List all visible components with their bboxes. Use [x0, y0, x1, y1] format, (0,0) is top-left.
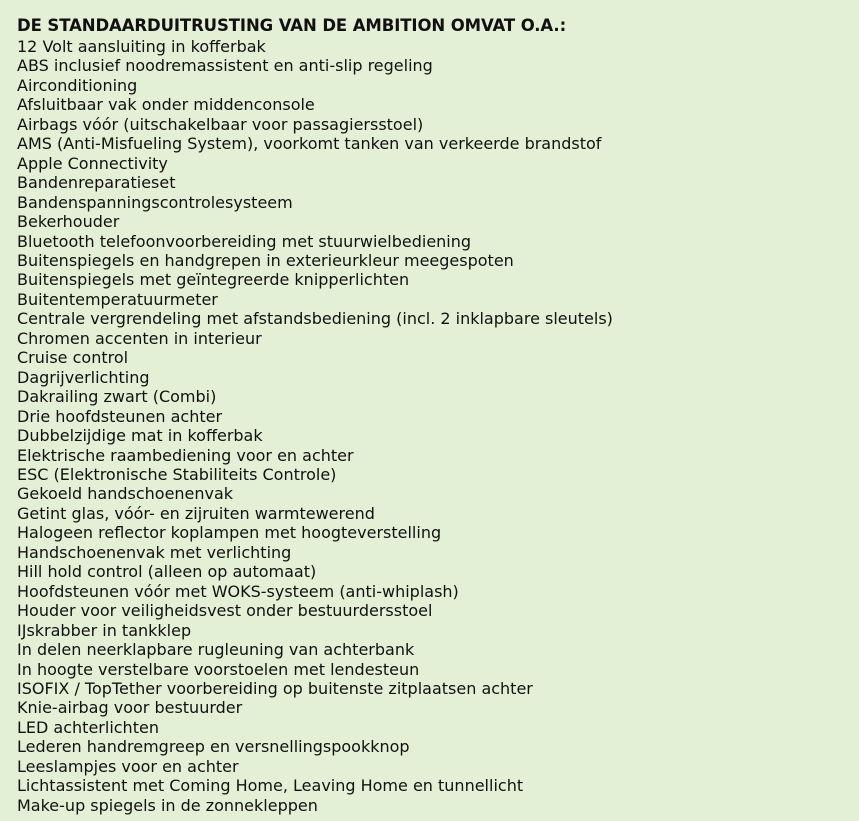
equipment-item: Houder voor veiligheidsvest onder bestuurdersstoel	[17, 601, 433, 621]
equipment-item: ISOFIX / TopTether voorbereiding op buitenste zitplaatsen achter	[17, 678, 533, 698]
equipment-item: Dakrailing zwart (Combi)	[17, 387, 217, 407]
equipment-item: Handschoenenvak met verlichting	[17, 542, 292, 562]
equipment-item: 12 Volt aansluiting in kofferbak	[17, 37, 266, 56]
equipment-item: Knie-airbag voor bestuurder	[17, 698, 243, 718]
equipment-heading: DE STANDAARDUITRUSTING VAN DE AMBITION OMVAT O.A.:	[17, 16, 567, 35]
equipment-item: In hoogte verstelbare voorstoelen met lendesteun	[17, 659, 420, 679]
equipment-item: ABS inclusief noodremassistent en anti-slip regeling	[17, 56, 433, 76]
equipment-item: Leeslampjes voor en achter	[17, 756, 239, 776]
equipment-item: Drie hoofdsteunen achter	[17, 406, 223, 426]
equipment-item: Make-up spiegels in de zonnekleppen	[17, 795, 318, 815]
equipment-item: AMS (Anti-Misfueling System), voorkomt tanken van verkeerde brandstof	[17, 134, 602, 154]
equipment-item: Halogeen reflector koplampen met hoogteverstelling	[17, 523, 442, 543]
equipment-item: IJskrabber in tankklep	[17, 620, 192, 640]
equipment-item: Buitentemperatuurmeter	[17, 289, 218, 309]
equipment-item: Lederen handremgreep en versnellingspookknop	[17, 737, 410, 757]
equipment-item: Centrale vergrendeling met afstandsbediening (incl. 2 inklapbare sleutels)	[17, 309, 613, 329]
equipment-item: Afsluitbaar vak onder middenconsole	[17, 95, 315, 115]
equipment-item: Airconditioning	[17, 75, 138, 95]
equipment-item: Bandenspanningscontrolesysteem	[17, 192, 293, 212]
equipment-item: Elektrische raambediening voor en achter	[17, 445, 354, 465]
equipment-item: LED achterlichten	[17, 717, 159, 737]
equipment-item: Getint glas, vóór- en zijruiten warmtewerend	[17, 503, 375, 523]
equipment-item: Bandenreparatieset	[17, 173, 176, 193]
equipment-item: Hoofdsteunen vóór met WOKS-systeem (anti-whiplash)	[17, 581, 459, 601]
equipment-item: Dubbelzijdige mat in kofferbak	[17, 426, 263, 446]
equipment-item: ESC (Elektronische Stabiliteits Controle)	[17, 464, 337, 484]
equipment-list	[17, 37, 859, 815]
equipment-item: Hill hold control (alleen op automaat)	[17, 562, 317, 582]
equipment-item: Cruise control	[17, 348, 129, 368]
equipment-item: Airbags vóór (uitschakelbaar voor passagiersstoel)	[17, 114, 424, 134]
equipment-item: Dagrijverlichting	[17, 367, 150, 387]
equipment-item: Gekoeld handschoenenvak	[17, 484, 234, 504]
equipment-item: Bluetooth telefoonvoorbereiding met stuurwielbediening	[17, 231, 472, 251]
equipment-item: Bekerhouder	[17, 212, 120, 232]
equipment-item: In delen neerklapbare rugleuning van achterbank	[17, 640, 415, 660]
equipment-item: Buitenspiegels met geïntegreerde knipperlichten	[17, 270, 410, 290]
equipment-item: Buitenspiegels en handgrepen in exterieurkleur meegespoten	[17, 250, 514, 270]
equipment-item: Apple Connectivity	[17, 153, 168, 173]
equipment-item: Chromen accenten in interieur	[17, 328, 262, 348]
equipment-item: Lichtassistent met Coming Home, Leaving Home en tunnellicht	[17, 776, 524, 796]
